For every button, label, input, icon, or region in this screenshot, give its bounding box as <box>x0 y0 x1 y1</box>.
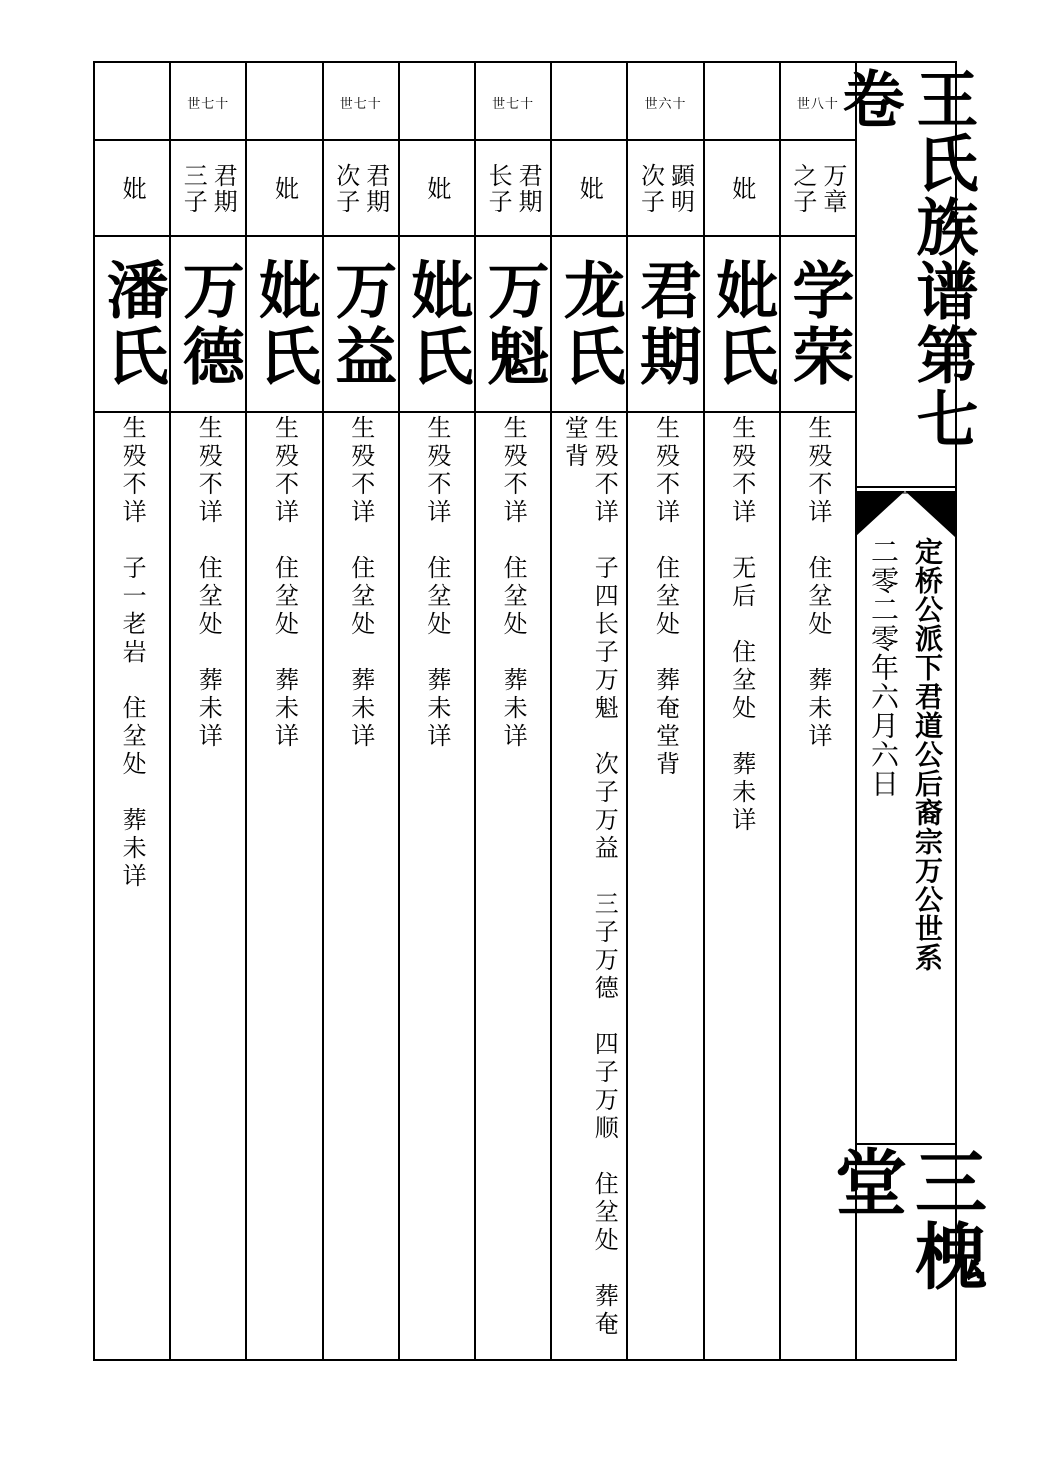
relation-cell <box>171 141 245 237</box>
name-cell <box>552 237 626 411</box>
person-name: 潘氏 <box>96 258 170 390</box>
generation-cell <box>705 63 779 141</box>
person-name: 万德 <box>172 258 246 390</box>
name-cell <box>476 237 550 411</box>
generation-label: 世八十 <box>796 96 839 112</box>
person-name: 万魁 <box>477 258 551 390</box>
generation-label: 世七十 <box>187 96 230 112</box>
generation-cell <box>628 63 702 141</box>
person-description: 生殁不详 住坌处 葬未详 <box>499 415 528 751</box>
generation-cell <box>552 63 626 141</box>
relation-label: 妣 <box>118 176 147 202</box>
person-description: 生殁不详 子四长子万魁 次子万益 三子万德 四子万顺 住坌处 葬奄 堂背 <box>560 415 619 1339</box>
name-cell <box>324 237 398 411</box>
relation-cell <box>476 141 550 237</box>
person-column <box>552 63 628 1359</box>
generation-cell <box>171 63 245 141</box>
edition-date: 二零二零年六月六日 <box>867 537 900 798</box>
person-description: 生殁不详 住坌处 葬未详 <box>422 415 451 751</box>
generation-label: 世七十 <box>339 96 382 112</box>
relation-label: 君期 长子 <box>484 163 543 215</box>
person-description: 生殁不详 住坌处 葬未详 <box>803 415 832 751</box>
name-cell <box>95 237 169 411</box>
generation-cell <box>400 63 474 141</box>
description-cell <box>95 415 169 891</box>
person-name: 龙氏 <box>553 258 627 390</box>
relation-cell <box>705 141 779 237</box>
generation-cell <box>247 63 321 141</box>
relation-label: 顕明 次子 <box>636 163 695 215</box>
relation-cell <box>552 141 626 237</box>
hall-name-text: 三槐堂 <box>823 1145 988 1293</box>
relation-cell <box>247 141 321 237</box>
description-cell <box>628 415 702 779</box>
description-cell <box>552 415 626 1339</box>
person-column <box>95 63 171 1359</box>
chevron-divider-icon <box>855 485 955 537</box>
name-cell <box>171 237 245 411</box>
relation-label: 君期 次子 <box>331 163 390 215</box>
relation-cell <box>628 141 702 237</box>
person-name: 学荣 <box>781 258 855 390</box>
relation-cell <box>324 141 398 237</box>
relation-label: 妣 <box>422 176 451 202</box>
description-cell <box>324 415 398 751</box>
description-cell <box>476 415 550 751</box>
person-description: 生殁不详 无后 住坌处 葬未详 <box>727 415 756 835</box>
subtitle-block <box>855 537 955 1145</box>
person-column <box>628 63 704 1359</box>
person-description: 生殁不详 住坌处 葬未详 <box>346 415 375 751</box>
name-cell <box>705 237 779 411</box>
generation-label: 世六十 <box>644 96 687 112</box>
person-name: 君期 <box>629 258 703 390</box>
book-title-text: 王氏族谱第七卷 <box>832 67 979 451</box>
description-cell <box>705 415 779 835</box>
person-description: 生殁不详 子一老岩 住坌处 葬未详 <box>118 415 147 891</box>
person-column <box>705 63 781 1359</box>
name-cell <box>247 237 321 411</box>
person-column <box>171 63 247 1359</box>
person-name: 万益 <box>324 258 398 390</box>
name-cell <box>400 237 474 411</box>
relation-label: 妣 <box>575 176 604 202</box>
lineage-subtitle: 定桥公派下君道公后裔宗万公世系 <box>911 537 944 972</box>
generation-cell <box>95 63 169 141</box>
person-name: 妣氏 <box>248 258 322 390</box>
person-name: 妣氏 <box>400 258 474 390</box>
person-column <box>476 63 552 1359</box>
side-title-panel <box>823 61 988 1361</box>
person-column <box>247 63 323 1359</box>
relation-label: 妣 <box>270 176 299 202</box>
book-title <box>832 63 979 483</box>
generation-cell <box>324 63 398 141</box>
person-column <box>400 63 476 1359</box>
person-column <box>324 63 400 1359</box>
description-cell <box>400 415 474 751</box>
description-cell <box>247 415 321 751</box>
hall-name <box>823 1143 988 1363</box>
person-description: 生殁不详 住坌处 葬未详 <box>194 415 223 751</box>
relation-cell <box>95 141 169 237</box>
relation-label: 妣 <box>727 176 756 202</box>
generation-cell <box>476 63 550 141</box>
person-description: 生殁不详 住坌处 葬未详 <box>270 415 299 751</box>
name-cell <box>628 237 702 411</box>
person-description: 生殁不详 住坌处 葬奄堂背 <box>651 415 680 779</box>
description-cell <box>171 415 245 751</box>
relation-cell <box>400 141 474 237</box>
relation-label: 君期 三子 <box>179 163 238 215</box>
relation-label: 万章 之子 <box>788 163 847 215</box>
generation-label: 世七十 <box>492 96 535 112</box>
person-name: 妣氏 <box>705 258 779 390</box>
